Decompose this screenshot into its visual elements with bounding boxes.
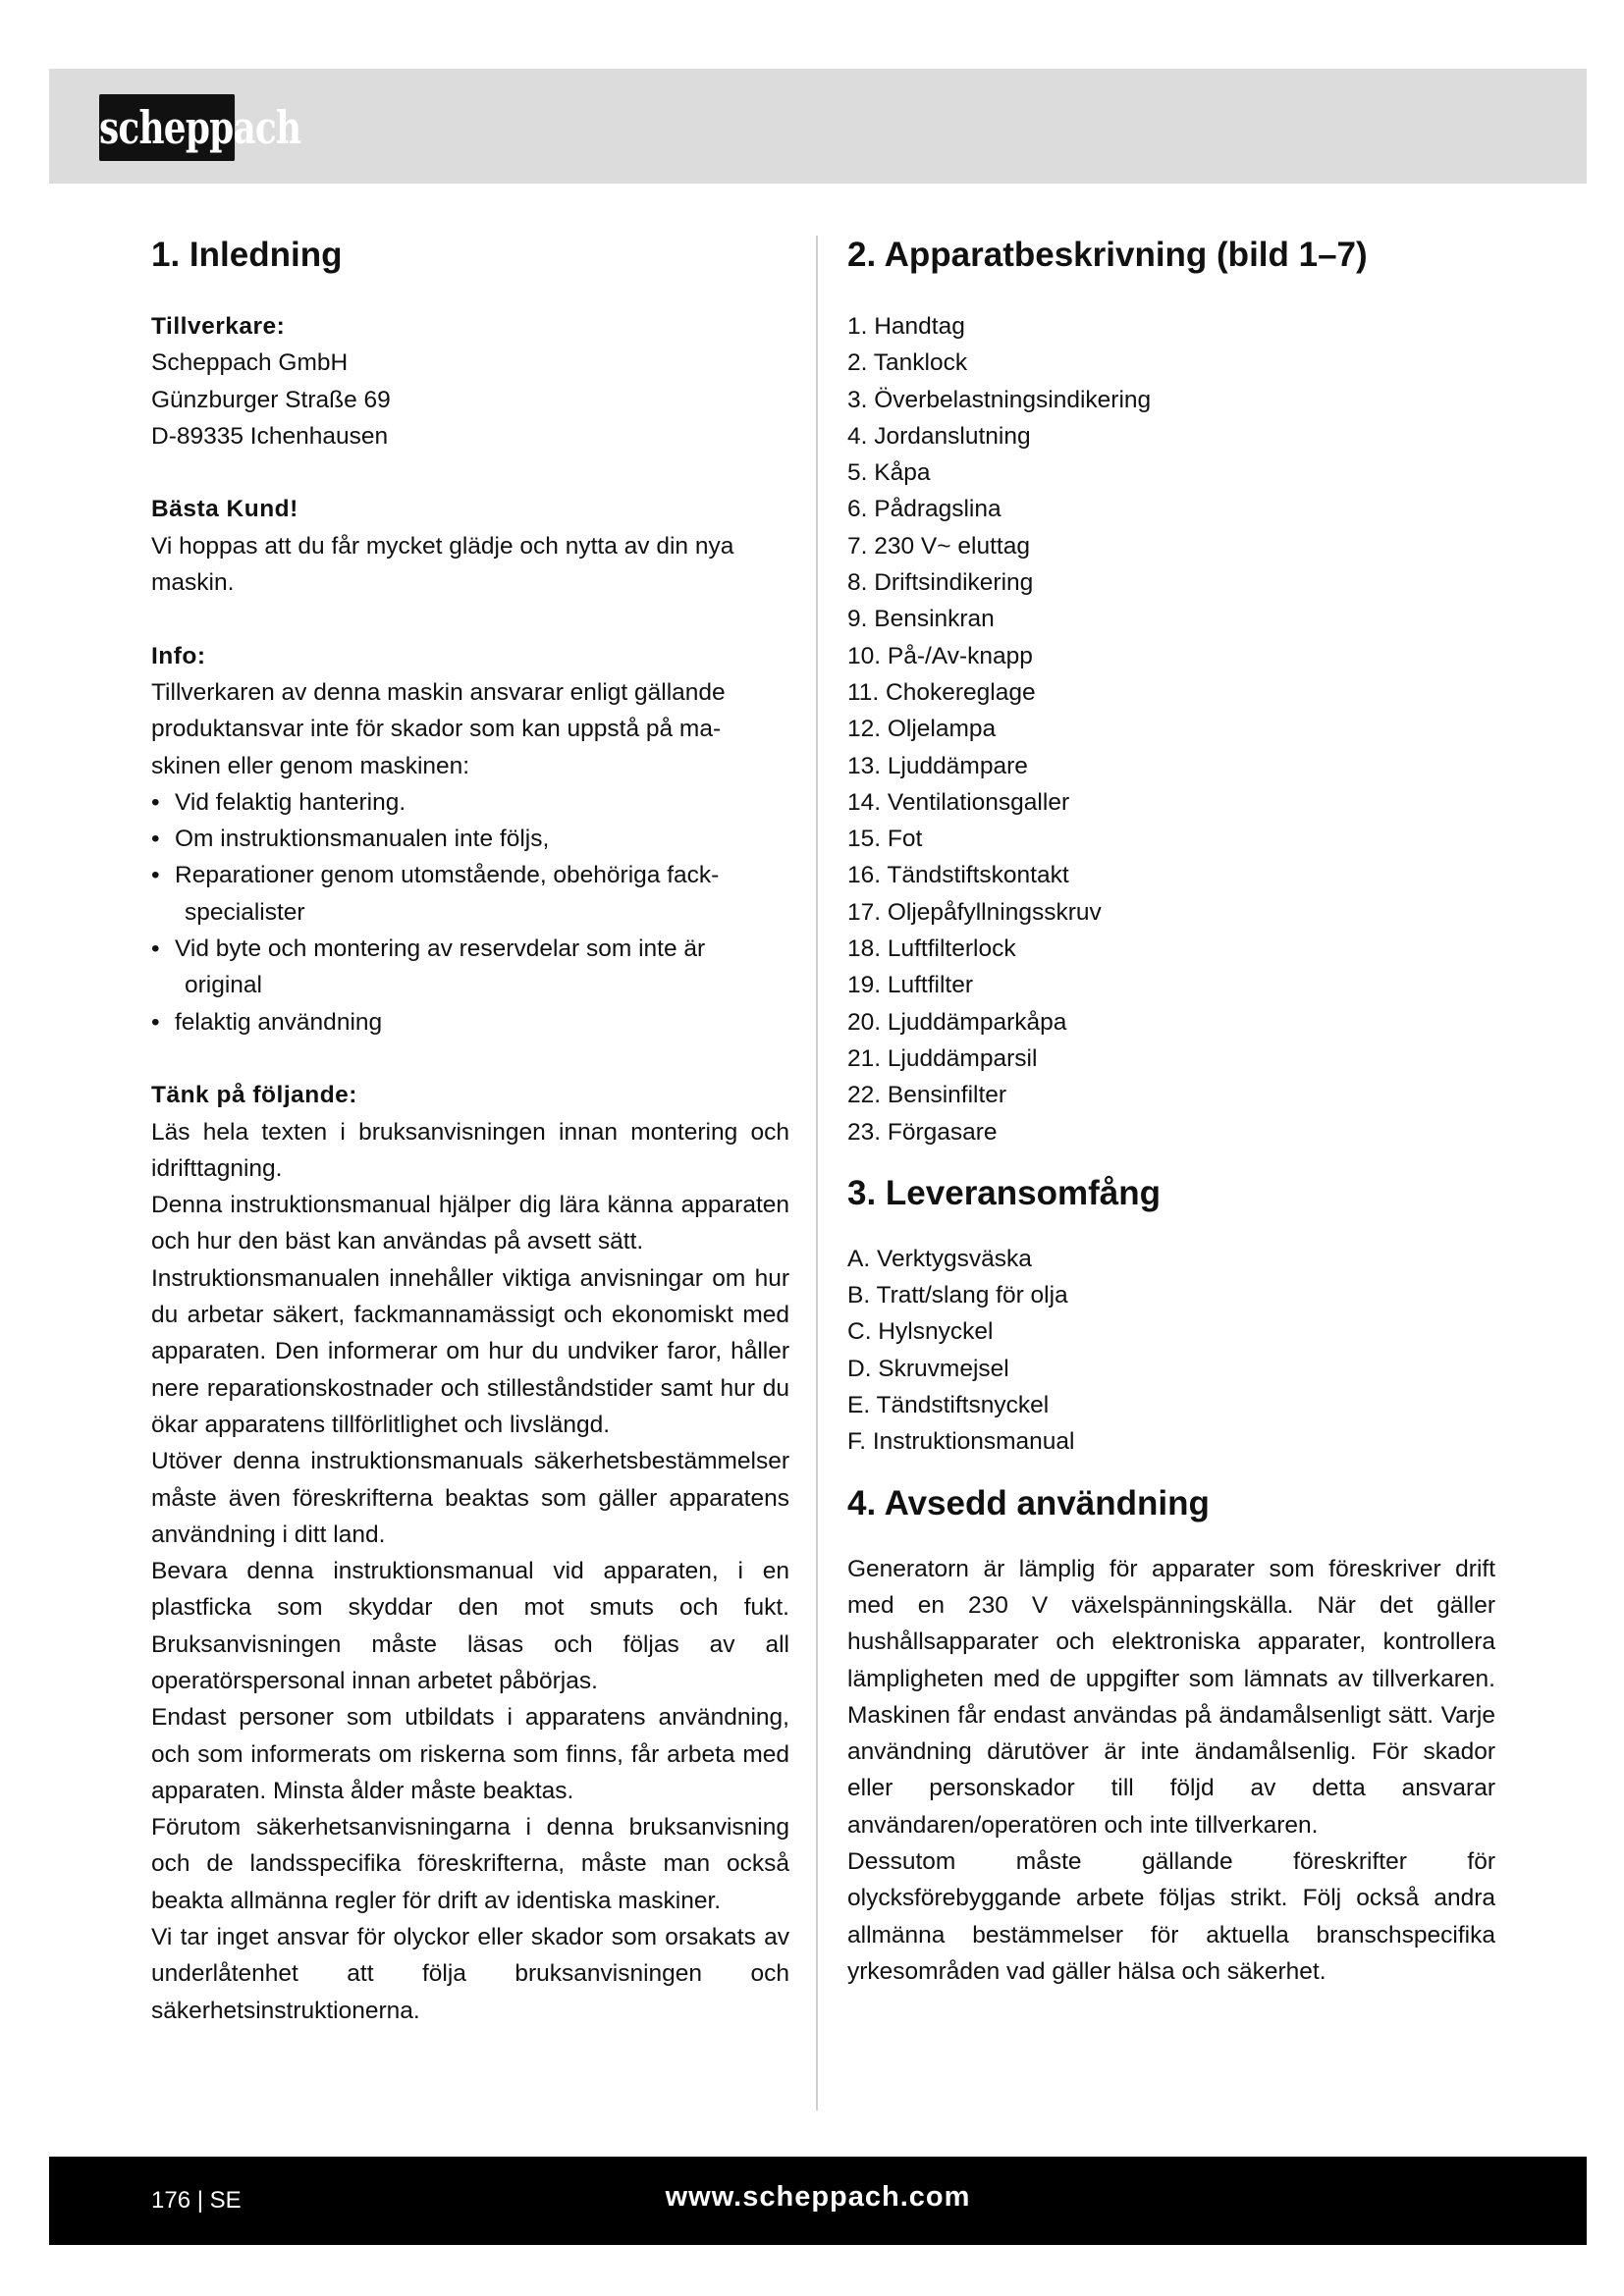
parts-list-item: 11. Chokereglage [847, 678, 1036, 706]
bullet-item: • Reparationer genom utomstående, obehöriga fack- specialister [151, 857, 789, 931]
manufacturer-label: Tillverkare: [151, 313, 286, 340]
parts-list-item: 18. Luftfilterlock [847, 935, 1016, 963]
info-line: skinen eller genom maskinen: [151, 752, 470, 779]
section-4-heading: 4. Avsedd användning [847, 1483, 1210, 1522]
column-divider [816, 236, 818, 2110]
manufacturer-line: Günzburger Straße 69 [151, 386, 391, 413]
greeting-line: maskin. [151, 569, 235, 597]
bullet-item: • felaktig användning [151, 1004, 789, 1041]
parts-list-item: 7. 230 V~ eluttag [847, 532, 1030, 560]
note-paragraph: Vi tar inget ansvar för olyckor eller skador som orsakats av underlåtenhet att följa bruksanvisningen och säkerhetsinstruktionerna. [151, 1924, 789, 2024]
parts-list-item: 10. På-/Av-knapp [847, 642, 1033, 669]
delivery-list-item: A. Verktygsväska [847, 1245, 1032, 1272]
parts-list-item: 13. Ljuddämpare [847, 752, 1028, 779]
info-line: produktansvar inte för skador som kan uppstå på ma- [151, 716, 722, 743]
note-paragraph: Endast personer som utbildats i apparatens användning, och som informerats om riskerna som finns, får arbeta med apparaten. Minsta ålder måste beaktas. [151, 1704, 789, 1804]
info-label: Info: [151, 642, 206, 669]
scheppach-logo: scheppach [99, 94, 235, 161]
delivery-list [847, 1241, 1495, 1461]
bullet-item: • Om instruktionsmanualen inte följs, [151, 821, 789, 857]
parts-list-item: 3. Överbelastningsindikering [847, 386, 1152, 413]
section-3-heading: 3. Leveransomfång [847, 1173, 1161, 1212]
note-paragraph: Bevara denna instruktionsmanual vid apparaten, i en plastficka som skyddar den mot smuts och fukt. Bruksanvisningen måste läsas och följas av all operatörspersonal innan arbetet påbörjas. [151, 1558, 789, 1694]
info-line: Tillverkaren av denna maskin ansvarar enligt gällande [151, 678, 726, 706]
parts-list-item: 5. Kåpa [847, 459, 931, 487]
parts-list-item: 12. Oljelampa [847, 716, 997, 743]
note-paragraph: Läs hela texten i bruksanvisningen innan montering och idrifttagning. [151, 1118, 789, 1182]
parts-list-item: 23. Förgasare [847, 1118, 998, 1146]
note-paragraph: Förutom säkerhetsanvisningarna i denna bruksanvisning och de landsspecifika föreskrifterna, måste man också beakta allmänna regler för drift av identiska maskiner. [151, 1814, 789, 1914]
parts-list-item: 14. Ventilationsgaller [847, 788, 1070, 816]
parts-list [847, 308, 1495, 1150]
delivery-list-item: D. Skruvmejsel [847, 1355, 1009, 1382]
delivery-list-item: B. Tratt/slang för olja [847, 1282, 1068, 1309]
note-paragraph: Utöver denna instruktionsmanuals säkerhetsbestämmelser måste även föreskrifterna beaktas som gäller apparatens användning i ditt land. [151, 1448, 789, 1548]
parts-list-item: 21. Ljuddämparsil [847, 1044, 1038, 1072]
left-column [151, 234, 789, 2029]
delivery-list-item: E. Tändstiftsnyckel [847, 1392, 1050, 1419]
greeting-label: Bästa Kund! [151, 496, 298, 523]
website-link[interactable]: www.scheppach.com [665, 2181, 971, 2213]
manufacturer-line: Scheppach GmbH [151, 349, 349, 377]
note-paragraph: Instruktionsmanualen innehåller viktiga anvisningar om hur du arbetar säkert, fackmannamässigt och ekonomiskt med apparaten. Den informerar om hur du undviker faror, håller nere reparationskostnader och stilleståndstider samt hur du ökar apparatens tillförlitlighet och livslängd. [151, 1264, 789, 1438]
note-label: Tänk på följande: [151, 1082, 357, 1109]
parts-list-item: 8. Driftsindikering [847, 569, 1034, 597]
parts-list-item: 1. Handtag [847, 313, 965, 340]
bullet-item: • Vid felaktig hantering. [151, 784, 789, 821]
delivery-list-item: F. Instruktionsmanual [847, 1428, 1075, 1456]
section-2-heading: 2. Apparatbeskrivning (bild 1–7) [847, 236, 1368, 274]
parts-list-item: 19. Luftfilter [847, 972, 974, 999]
intended-use-paragraph: Generatorn är lämplig för apparater som föreskriver drift med en 230 V växelspänningskälla. När det gäller hushållsapparater och elektroniska apparater, kontrollera lämpligheten med de uppgifter som lämnats av tillverkaren. Maskinen får endast användas på ändamålsenligt sätt. Varje användning därutöver är inte ändamålsenlig. För skador eller personskador till följd av detta ansvarar användaren/operatören och inte tillverkaren. [847, 1555, 1495, 1839]
parts-list-item: 2. Tanklock [847, 349, 968, 377]
note-paragraph: Denna instruktionsmanual hjälper dig lära känna apparaten och hur den bäst kan användas på avsett sätt. [151, 1192, 789, 1255]
greeting-line: Vi hoppas att du får mycket glädje och nytta av din nya [151, 532, 734, 560]
intended-use-paragraph: Dessutom måste gällande föreskrifter för olycksförebyggande arbete följas strikt. Följ också andra allmänna bestämmelser för aktuella branschspecifika yrkesområden vad gäller hälsa och säkerhet. [847, 1847, 1495, 1985]
parts-list-item: 9. Bensinkran [847, 606, 995, 633]
parts-list-item: 17. Oljepåfyllningsskruv [847, 898, 1102, 926]
parts-list-item: 4. Jordanslutning [847, 422, 1031, 450]
section-1-heading: 1. Inledning [151, 236, 343, 274]
parts-list-item: 22. Bensinfilter [847, 1082, 1007, 1109]
bullet-item: • Vid byte och montering av reservdelar som inte är original [151, 931, 789, 1004]
parts-list-item: 6. Pådragslina [847, 496, 1001, 523]
page-number: 176 | SE [151, 2187, 242, 2214]
parts-list-item: 20. Ljuddämparkåpa [847, 1008, 1067, 1036]
right-column [847, 234, 1495, 1990]
delivery-list-item: C. Hylsnyckel [847, 1318, 994, 1346]
manufacturer-line: D-89335 Ichenhausen [151, 422, 389, 450]
parts-list-item: 15. Fot [847, 826, 923, 853]
parts-list-item: 16. Tändstiftskontakt [847, 862, 1069, 889]
info-bullet-list [151, 784, 789, 1041]
header-band [49, 69, 1587, 184]
footer-band [49, 2157, 1587, 2245]
